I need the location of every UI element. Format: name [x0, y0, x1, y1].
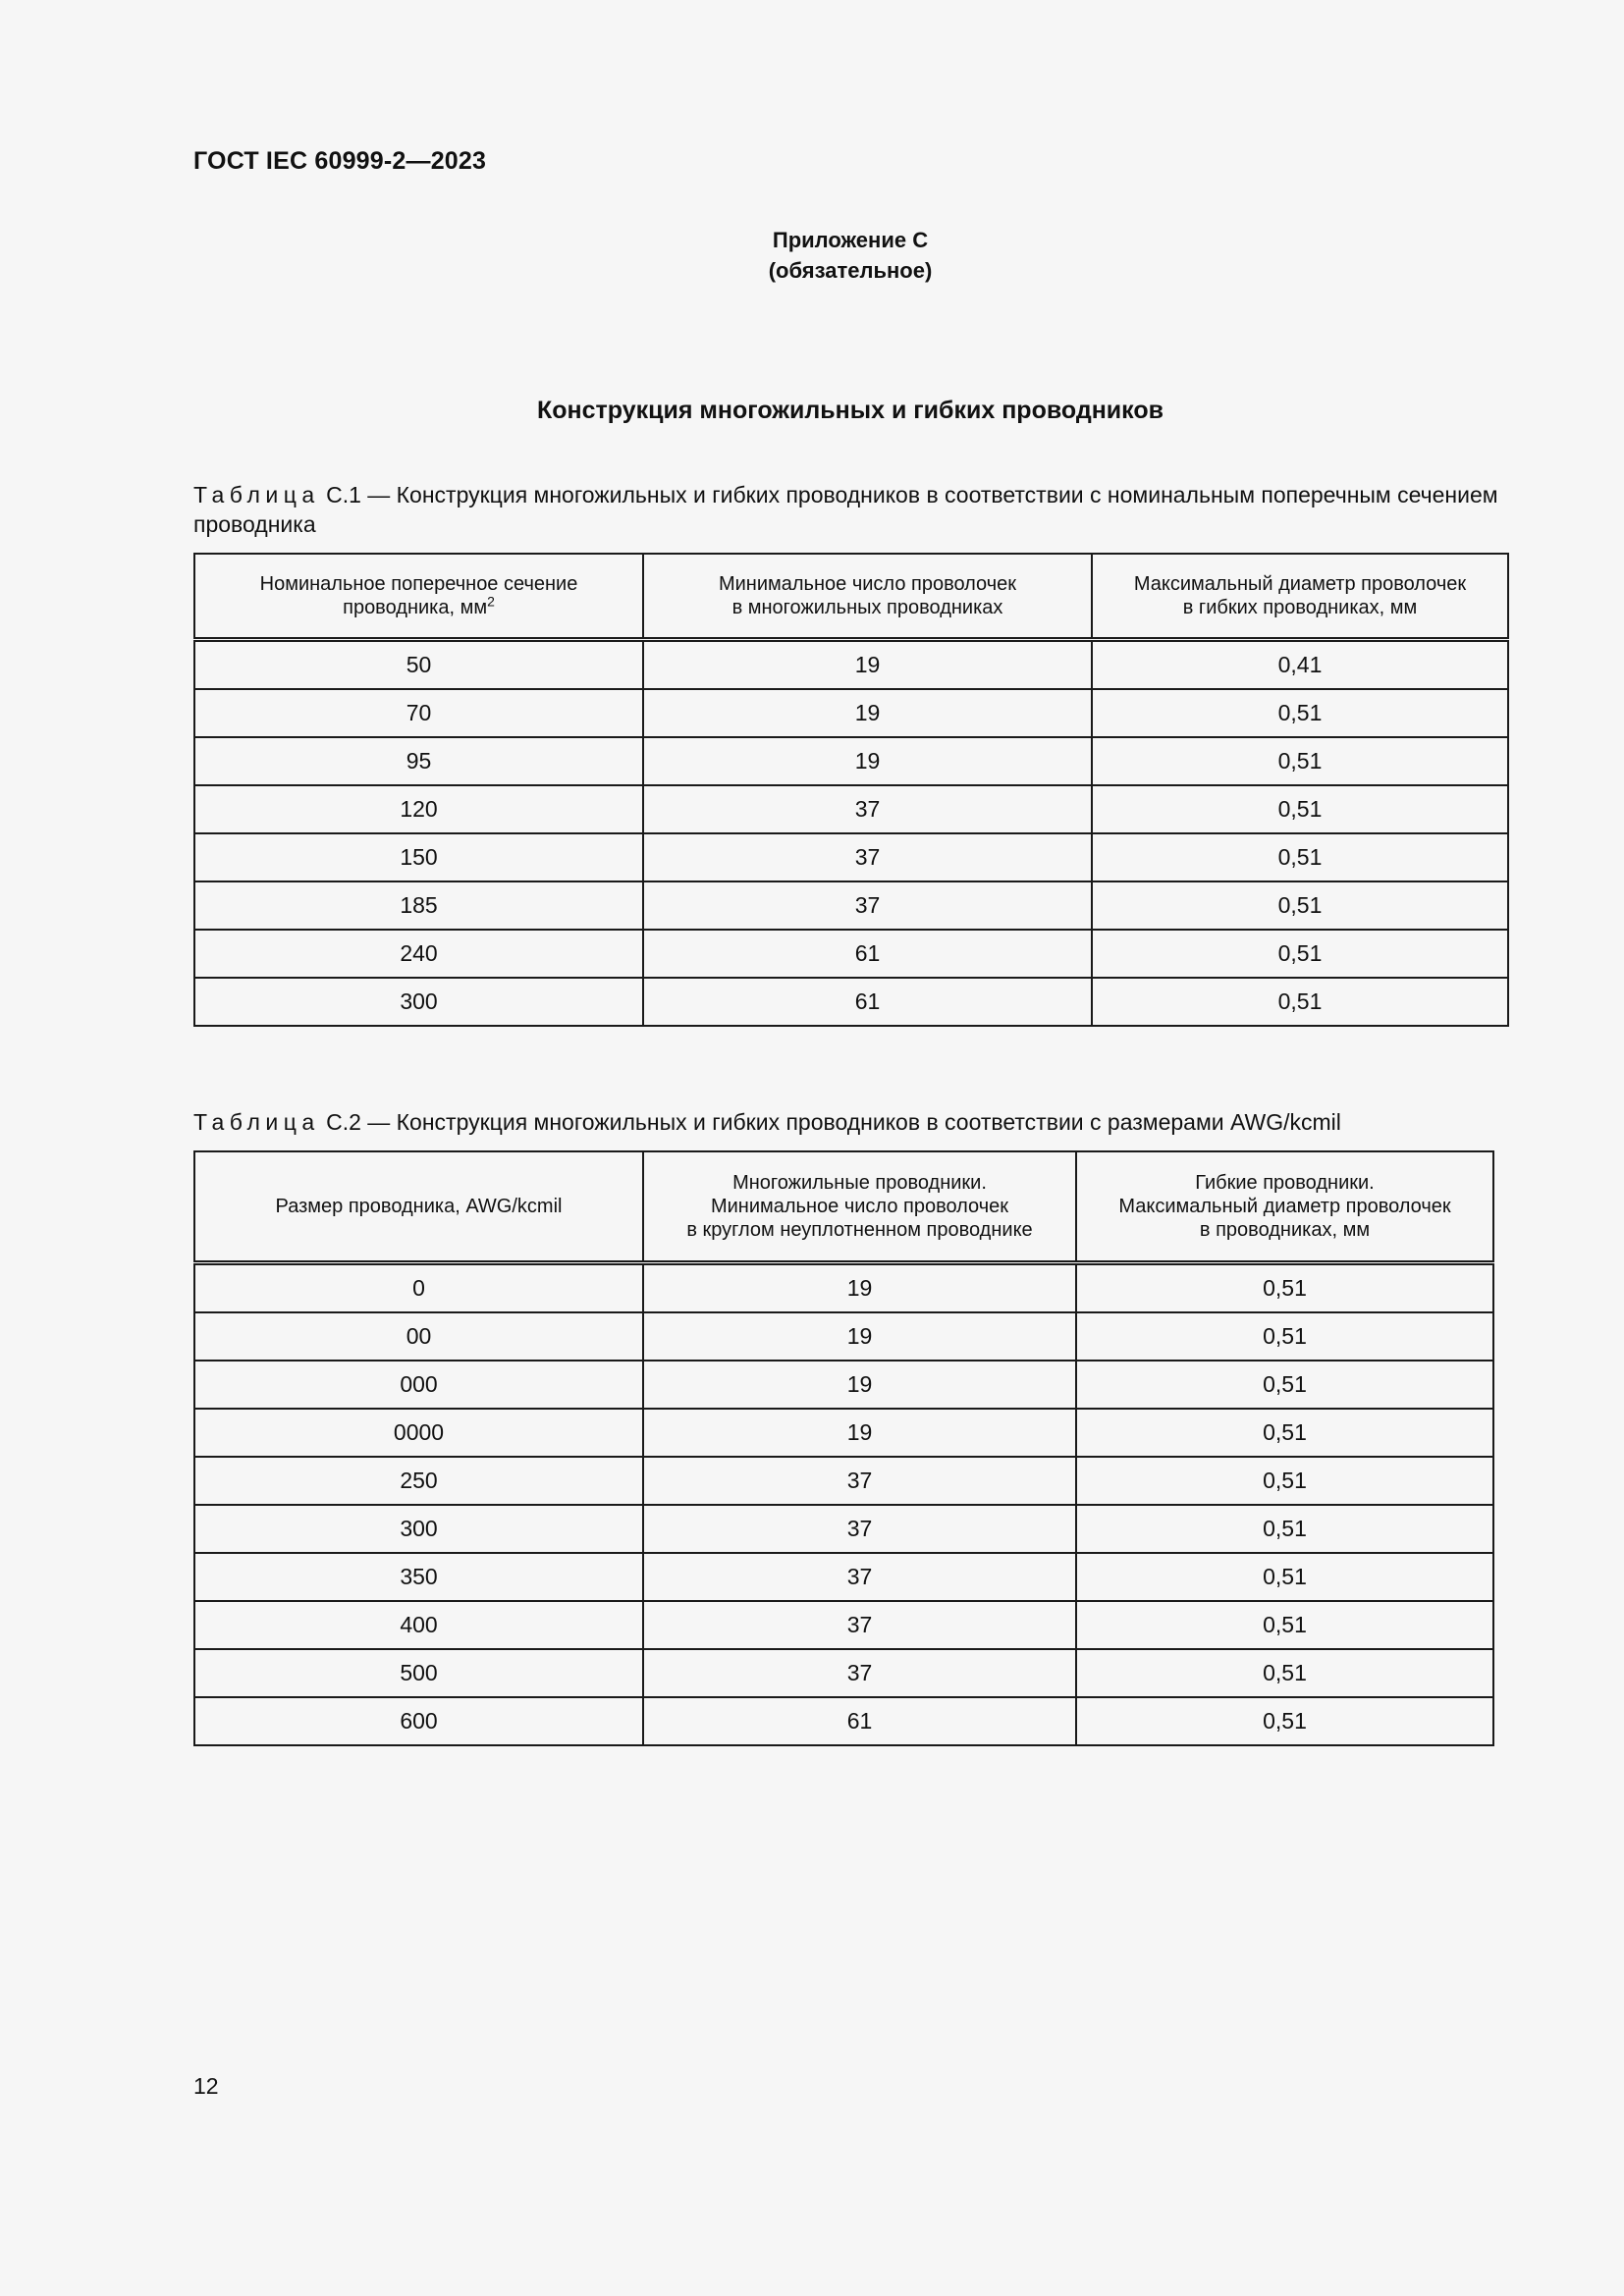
table-cell: 300	[194, 1505, 643, 1553]
table-cell: 250	[194, 1457, 643, 1505]
table-cell: 19	[643, 1409, 1076, 1457]
table-cell: 61	[643, 930, 1092, 978]
table-cell: 0,51	[1076, 1263, 1493, 1313]
table-row	[194, 785, 1508, 833]
table2-caption	[193, 1107, 1509, 1137]
table1-header-cell: Номинальное поперечное сечение проводника, $мм^2$	[194, 554, 643, 640]
table-cell: 0,51	[1092, 930, 1508, 978]
table2-caption-text: С.2 — Конструкция многожильных и гибких проводников в соответствии с размерами AWG/kcmil	[319, 1109, 1341, 1135]
table-row	[194, 1361, 1493, 1409]
table-cell: 120	[194, 785, 643, 833]
table-cell: 37	[643, 1553, 1076, 1601]
table-row	[194, 978, 1508, 1026]
appendix-title: Приложение С	[772, 228, 929, 252]
table-cell: 0,51	[1092, 978, 1508, 1026]
table-row	[194, 1312, 1493, 1361]
table-cell: 0,51	[1092, 737, 1508, 785]
table-cell: 37	[643, 1649, 1076, 1697]
table-row	[194, 1601, 1493, 1649]
table-cell: 00	[194, 1312, 643, 1361]
table-cell: 19	[643, 737, 1092, 785]
table1-caption-text: С.1 — Конструкция многожильных и гибких проводников в соответствии с номинальным поперечным сечением проводника	[193, 482, 1498, 537]
table-row	[194, 1263, 1493, 1313]
table-cell: 19	[643, 1312, 1076, 1361]
table2-header-cell: Размер проводника, AWG/kcmil	[194, 1151, 643, 1263]
table2	[193, 1150, 1494, 1746]
table-cell: 0,51	[1076, 1649, 1493, 1697]
table-row	[194, 833, 1508, 881]
table-cell: 240	[194, 930, 643, 978]
table-cell: 19	[643, 689, 1092, 737]
table-cell: 0,51	[1076, 1505, 1493, 1553]
table-row	[194, 881, 1508, 930]
table-cell: 70	[194, 689, 643, 737]
table-cell: 185	[194, 881, 643, 930]
table-cell: 0	[194, 1263, 643, 1313]
table-cell: 37	[643, 1505, 1076, 1553]
section-title: Конструкция многожильных и гибких проводников	[537, 397, 1164, 424]
table-cell: 37	[643, 785, 1092, 833]
table-cell: 0,51	[1076, 1553, 1493, 1601]
table-cell: 000	[194, 1361, 643, 1409]
table-row	[194, 1457, 1493, 1505]
table-cell: 0,51	[1092, 833, 1508, 881]
table-cell: 0,51	[1076, 1312, 1493, 1361]
table1-caption-label: Таблица	[193, 482, 320, 507]
table-cell: 300	[194, 978, 643, 1026]
table-row	[194, 737, 1508, 785]
table-cell: 600	[194, 1697, 643, 1745]
table-cell: 350	[194, 1553, 643, 1601]
table-row	[194, 1697, 1493, 1745]
table-cell: 0,51	[1076, 1361, 1493, 1409]
table-cell: 37	[643, 833, 1092, 881]
table2-caption-label: Таблица	[193, 1109, 320, 1135]
table-cell: 0,51	[1076, 1409, 1493, 1457]
table-cell: 0,51	[1076, 1697, 1493, 1745]
table-row	[194, 930, 1508, 978]
table1	[193, 553, 1509, 1027]
table2-header-cell: Гибкие проводники. Максимальный диаметр проволочек в проводниках, мм	[1076, 1151, 1493, 1263]
table-row	[194, 689, 1508, 737]
table-cell: 0,51	[1092, 689, 1508, 737]
table-row	[194, 640, 1508, 690]
table-cell: 61	[643, 1697, 1076, 1745]
table-cell: 0,51	[1092, 881, 1508, 930]
table-cell: 19	[643, 1263, 1076, 1313]
table2-header-row	[194, 1151, 1493, 1263]
table-cell: 19	[643, 1361, 1076, 1409]
table-cell: 61	[643, 978, 1092, 1026]
table-cell: 0,51	[1092, 785, 1508, 833]
table-cell: 37	[643, 881, 1092, 930]
table-cell: 0,51	[1076, 1601, 1493, 1649]
table1-header-cell: Минимальное число проволочек в многожильных проводниках	[643, 554, 1092, 640]
table-cell: 37	[643, 1601, 1076, 1649]
table-cell: 0,41	[1092, 640, 1508, 690]
table-cell: 95	[194, 737, 643, 785]
table1-header-row	[194, 554, 1508, 640]
table-cell: 0,51	[1076, 1457, 1493, 1505]
table1-header-cell: Максимальный диаметр проволочек в гибких проводниках, мм	[1092, 554, 1508, 640]
table-cell: 37	[643, 1457, 1076, 1505]
table2-header-cell: Многожильные проводники. Минимальное число проволочек в круглом неуплотненном проводнике	[643, 1151, 1076, 1263]
table-cell: 0000	[194, 1409, 643, 1457]
table-cell: 150	[194, 833, 643, 881]
table-cell: 50	[194, 640, 643, 690]
appendix-status: (обязательное)	[768, 258, 933, 283]
table-row	[194, 1505, 1493, 1553]
table-row	[194, 1409, 1493, 1457]
table-row	[194, 1553, 1493, 1601]
table-cell: 500	[194, 1649, 643, 1697]
table1-caption	[193, 480, 1509, 539]
table-row	[194, 1649, 1493, 1697]
table-cell: 400	[194, 1601, 643, 1649]
table-cell: 19	[643, 640, 1092, 690]
document-id: ГОСТ IEC 60999-2—2023	[193, 147, 487, 175]
page-number: 12	[193, 2073, 219, 2099]
